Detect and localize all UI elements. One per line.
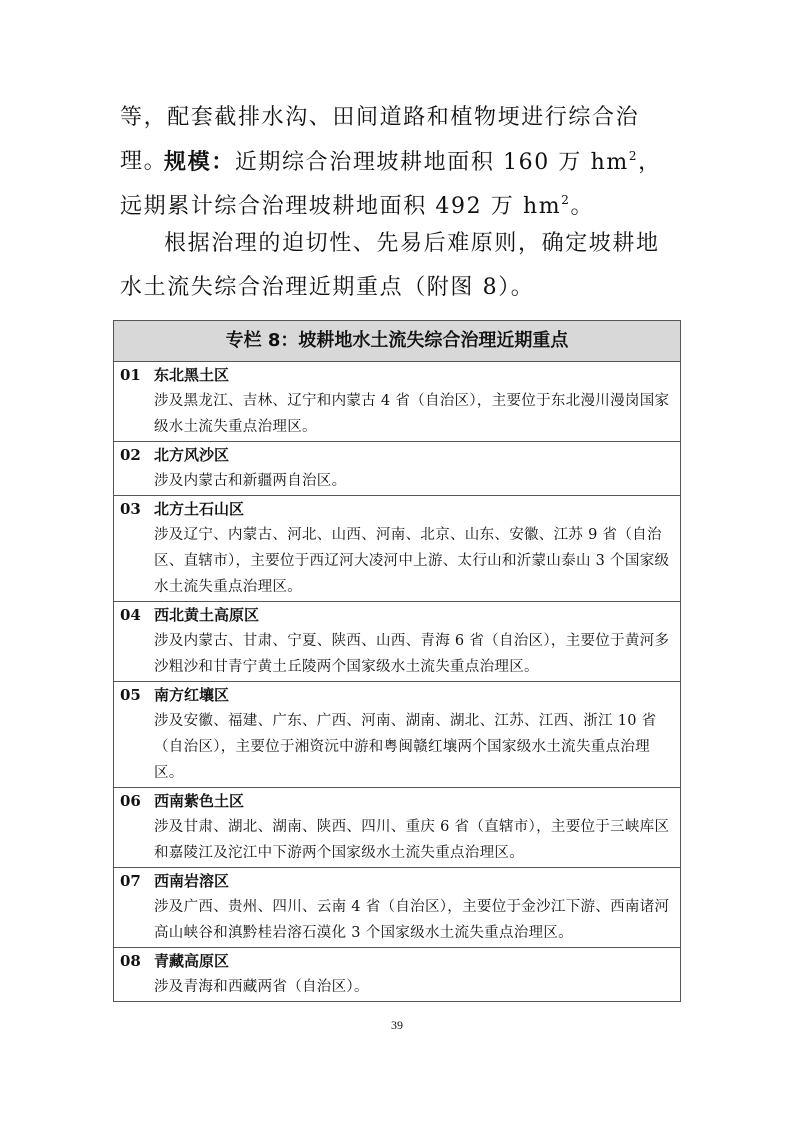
- entry-title: [120, 948, 674, 974]
- scale-label: 规模：: [164, 149, 235, 175]
- entry-row: [114, 788, 680, 868]
- entry-title: [120, 682, 674, 708]
- superscript-2: 2: [561, 193, 571, 207]
- entry-name: 西南紫色土区: [154, 792, 245, 810]
- entry-number: 03: [120, 500, 141, 518]
- entry-name: 南方红壤区: [154, 686, 230, 704]
- entry-name: 北方风沙区: [154, 446, 230, 464]
- entry-number: 05: [120, 686, 141, 704]
- entry-title: [120, 788, 674, 814]
- entry-description: 涉及内蒙古、甘肃、宁夏、陕西、山西、青海 6 省（自治区），主要位于黄河多沙粗沙和甘青宁黄土丘陵两个国家级水土流失重点治理区。: [154, 633, 670, 675]
- entry-number: 04: [120, 606, 141, 624]
- entry-description: 涉及青海和西藏两省（自治区）。: [154, 979, 369, 995]
- paragraph-2-text-b: ，远期累计综合治理坡耕地面积 492 万 hm: [120, 150, 662, 219]
- paragraph-1-text: 等，配套截排水沟、田间道路和植物埂进行综合治理。: [120, 105, 640, 174]
- entry-row: [114, 602, 680, 682]
- entry-row: [114, 682, 680, 788]
- paragraph-3-text: 根据治理的迫切性、先易后难原则，确定坡耕地水土流失综合治理近期重点（附图 8）。: [120, 231, 660, 300]
- entry-row: [114, 496, 680, 602]
- paragraph-2-text-a: 近期综合治理坡耕地面积 160 万 hm: [234, 150, 629, 175]
- entry-row: [114, 442, 680, 496]
- entry-number: 07: [120, 872, 141, 890]
- entry-list: [114, 362, 680, 1001]
- entry-description: 涉及安徽、福建、广东、广西、河南、湖南、湖北、江苏、江西、浙江 10 省（自治区），主要位于湘资沅中游和粤闽赣红壤两个国家级水土流失重点治理区。: [154, 713, 657, 781]
- entry-name: 东北黑土区: [154, 366, 230, 384]
- entry-description: 涉及内蒙古和新疆两自治区。: [154, 473, 347, 489]
- entry-name: 西北黄土高原区: [154, 606, 260, 624]
- page-number: 39: [391, 1018, 403, 1032]
- entry-number: 08: [120, 952, 141, 970]
- entry-title: [120, 362, 674, 388]
- paragraph-3: [120, 222, 680, 310]
- entry-name: 北方土石山区: [154, 500, 245, 518]
- entry-row: [114, 868, 680, 948]
- entry-name: 西南岩溶区: [154, 872, 230, 890]
- entry-description: 涉及甘肃、湖北、湖南、陕西、四川、重庆 6 省（直辖市），主要位于三峡库区和嘉陵江及沱江中下游两个国家级水土流失重点治理区。: [154, 819, 670, 861]
- entry-description: 涉及广西、贵州、四川、云南 4 省（自治区），主要位于金沙江下游、西南诸河高山峡谷和滇黔桂岩溶石漠化 3 个国家级水土流失重点治理区。: [154, 899, 670, 941]
- entry-description: 涉及辽宁、内蒙古、河北、山西、河南、北京、山东、安徽、江苏 9 省（自治区、直辖市），主要位于西辽河大凌河中上游、太行山和沂蒙山泰山 3 个国家级水土流失重点治理区。: [154, 527, 670, 595]
- entry-description: 涉及黑龙江、吉林、辽宁和内蒙古 4 省（自治区），主要位于东北漫川漫岗国家级水土流失重点治理区。: [154, 393, 670, 435]
- paragraph-2: [120, 140, 680, 229]
- entry-title: [120, 496, 674, 522]
- entry-title: [120, 442, 674, 468]
- superscript-1: 2: [628, 149, 639, 163]
- entry-number: 01: [120, 366, 141, 384]
- column-box: [113, 320, 681, 1002]
- entry-number: 06: [120, 792, 141, 810]
- entry-number: 02: [120, 446, 141, 464]
- entry-name: 青藏高原区: [154, 952, 230, 970]
- entry-title: [120, 868, 674, 894]
- entry-title: [120, 602, 674, 628]
- paragraph-2-text-c: 。: [570, 194, 595, 219]
- entry-row: [114, 362, 680, 442]
- entry-row: [114, 948, 680, 1001]
- box-title: 专栏 8：坡耕地水土流失综合治理近期重点: [114, 321, 680, 362]
